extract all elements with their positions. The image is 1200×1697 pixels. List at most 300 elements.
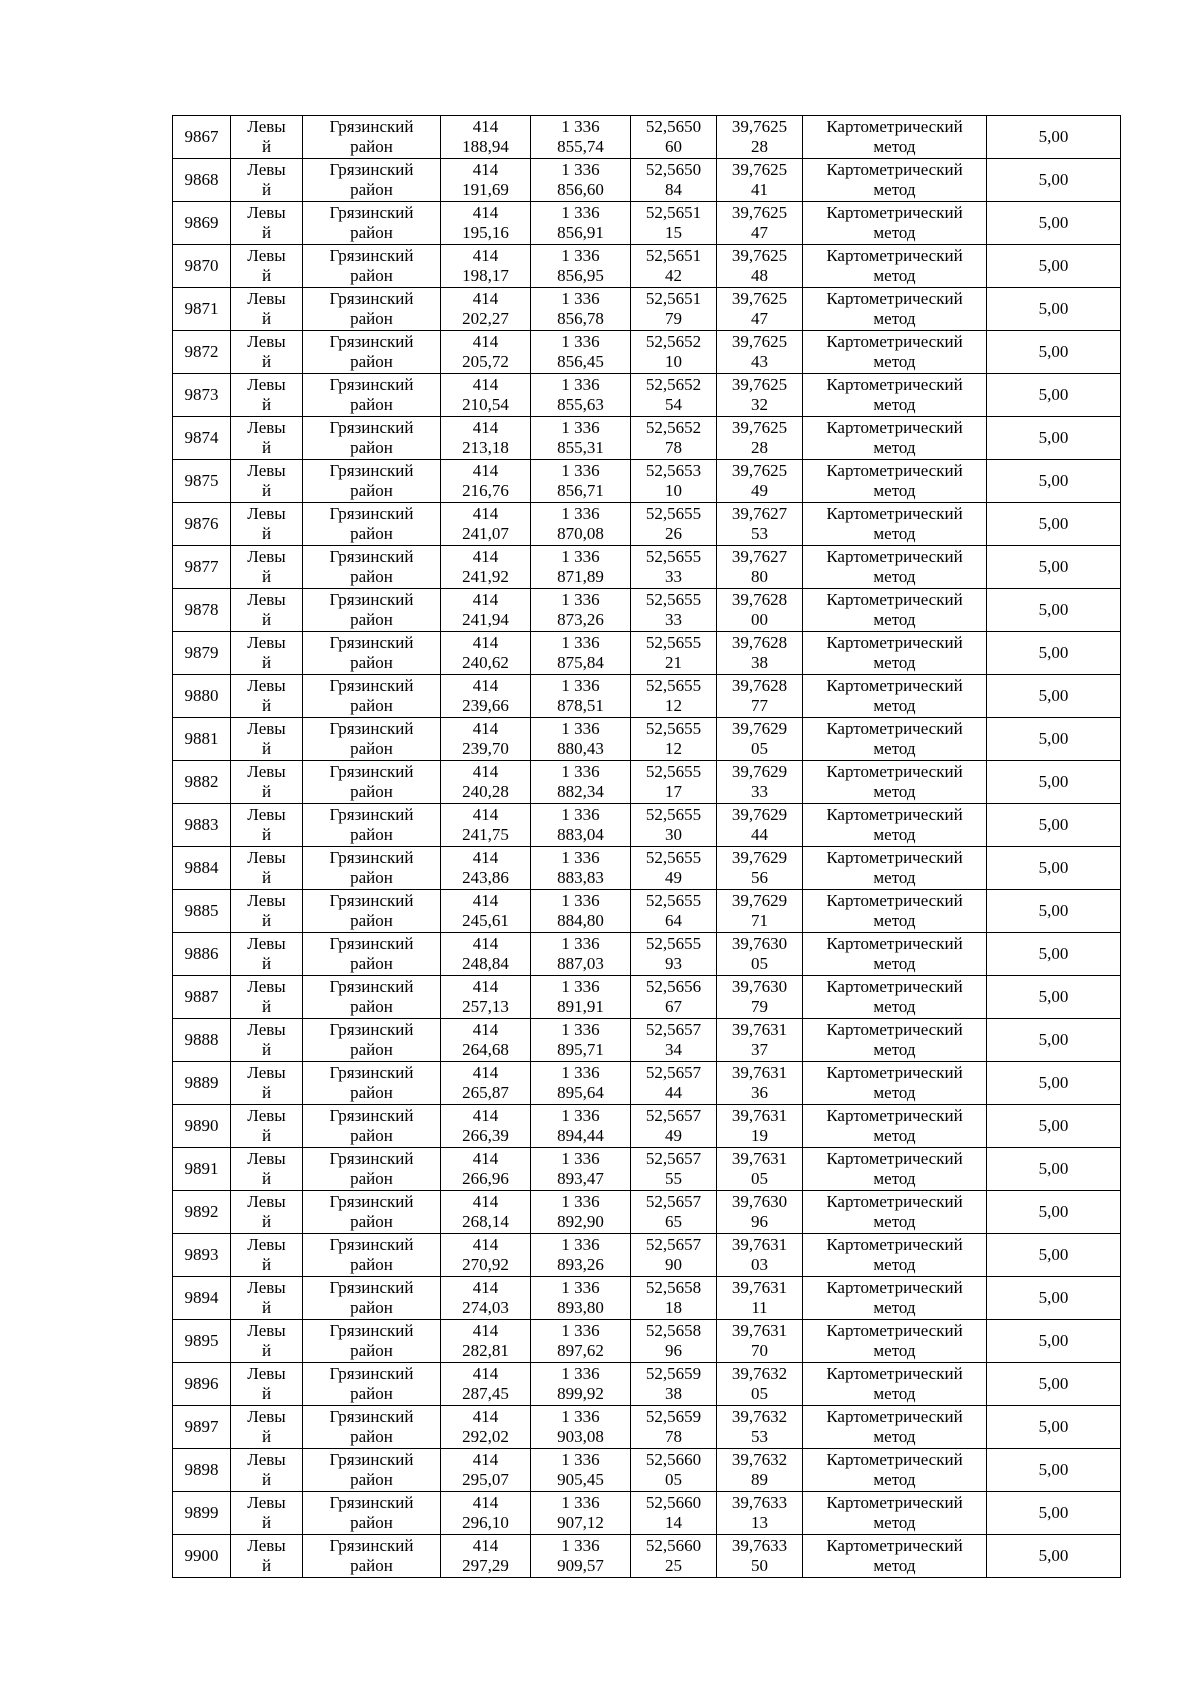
latitude-cell (631, 159, 717, 202)
district-cell-line: район (350, 696, 393, 715)
method-cell-line: метод (873, 1298, 916, 1317)
district-cell (303, 288, 441, 331)
coord-y-cell (531, 1019, 631, 1062)
method-cell-line: метод (873, 1169, 916, 1188)
bank-side-cell-line: й (261, 524, 272, 543)
latitude-cell (631, 1320, 717, 1363)
coord-y-cell-line: 893,80 (557, 1298, 604, 1317)
longitude-cell-line: 39,7630 (731, 977, 788, 996)
longitude-cell (717, 1019, 803, 1062)
district-cell (303, 116, 441, 159)
method-cell (803, 1406, 987, 1449)
coord-y-cell-line: 856,60 (557, 180, 604, 199)
accuracy-cell: 5,00 (987, 1062, 1121, 1105)
table-row (173, 202, 1121, 245)
table-row (173, 1019, 1121, 1062)
coord-y-cell-line: 909,57 (557, 1556, 604, 1575)
coord-y-cell-line: 871,89 (557, 567, 604, 586)
latitude-cell (631, 761, 717, 804)
longitude-cell-line: 44 (751, 825, 768, 844)
method-cell-line: метод (873, 1126, 916, 1145)
coord-y-cell-line: 856,45 (557, 352, 604, 371)
bank-side-cell (231, 159, 303, 202)
accuracy-cell: 5,00 (987, 804, 1121, 847)
bank-side-cell-line: й (261, 1126, 272, 1145)
latitude-cell (631, 1535, 717, 1578)
method-cell (803, 331, 987, 374)
table-row (173, 331, 1121, 374)
latitude-cell (631, 1191, 717, 1234)
bank-side-cell-line: й (261, 223, 272, 242)
latitude-cell-line: 52,5652 (645, 332, 702, 351)
district-cell-line: район (350, 1513, 393, 1532)
district-cell (303, 890, 441, 933)
coord-x-cell-line: 282,81 (462, 1341, 509, 1360)
coord-x-cell (441, 804, 531, 847)
table-row (173, 1363, 1121, 1406)
method-cell-line: метод (873, 1427, 916, 1446)
latitude-cell-line: 52,5655 (645, 504, 702, 523)
district-cell (303, 546, 441, 589)
table-row (173, 1062, 1121, 1105)
method-cell-line: Картометрический (826, 289, 963, 308)
longitude-cell-line: 39,7625 (731, 418, 788, 437)
method-cell-line: метод (873, 438, 916, 457)
method-cell (803, 1449, 987, 1492)
longitude-cell (717, 1535, 803, 1578)
method-cell-line: Картометрический (826, 805, 963, 824)
bank-side-cell (231, 1148, 303, 1191)
coordinates-table (172, 115, 1121, 1578)
coord-x-cell (441, 1277, 531, 1320)
latitude-cell-line: 52,5657 (645, 1149, 702, 1168)
longitude-cell-line: 39,7625 (731, 461, 788, 480)
coord-x-cell-line: 198,17 (462, 266, 509, 285)
latitude-cell-line: 52,5655 (645, 547, 702, 566)
longitude-cell (717, 675, 803, 718)
latitude-cell (631, 1406, 717, 1449)
point-number-cell: 9879 (173, 632, 231, 675)
bank-side-cell-line: Левы (247, 289, 286, 308)
latitude-cell (631, 503, 717, 546)
district-cell-line: район (350, 1384, 393, 1403)
coord-x-cell-line: 257,13 (462, 997, 509, 1016)
latitude-cell (631, 976, 717, 1019)
longitude-cell-line: 39,7625 (731, 160, 788, 179)
latitude-cell-line: 52,5659 (645, 1407, 702, 1426)
longitude-cell-line: 00 (751, 610, 768, 629)
bank-side-cell (231, 374, 303, 417)
method-cell (803, 1492, 987, 1535)
coord-x-cell-line: 240,62 (462, 653, 509, 672)
coord-y-cell-line: 1 336 (561, 805, 600, 824)
longitude-cell-line: 37 (751, 1040, 768, 1059)
bank-side-cell-line: Левы (247, 805, 286, 824)
method-cell-line: метод (873, 1556, 916, 1575)
longitude-cell-line: 39,7629 (731, 805, 788, 824)
coord-x-cell-line: 414 (472, 117, 499, 136)
longitude-cell-line: 39,7631 (731, 1278, 788, 1297)
point-number-cell: 9881 (173, 718, 231, 761)
accuracy-cell: 5,00 (987, 417, 1121, 460)
latitude-cell-line: 52,5653 (645, 461, 702, 480)
bank-side-cell (231, 1062, 303, 1105)
district-cell-line: Грязинский (329, 1192, 414, 1211)
longitude-cell-line: 39,7625 (731, 375, 788, 394)
coord-x-cell (441, 761, 531, 804)
coord-x-cell-line: 414 (472, 504, 499, 523)
method-cell-line: Картометрический (826, 1536, 963, 1555)
longitude-cell-line: 39,7631 (731, 1020, 788, 1039)
district-cell (303, 1191, 441, 1234)
bank-side-cell-line: й (261, 266, 272, 285)
table-row (173, 1277, 1121, 1320)
coord-x-cell-line: 414 (472, 461, 499, 480)
district-cell (303, 159, 441, 202)
coord-y-cell-line: 1 336 (561, 762, 600, 781)
coord-y-cell-line: 856,78 (557, 309, 604, 328)
method-cell-line: метод (873, 1341, 916, 1360)
coord-y-cell (531, 1406, 631, 1449)
coord-y-cell (531, 718, 631, 761)
coord-x-cell-line: 414 (472, 934, 499, 953)
bank-side-cell-line: Левы (247, 1278, 286, 1297)
latitude-cell-line: 52,5651 (645, 289, 702, 308)
longitude-cell-line: 11 (751, 1298, 768, 1317)
district-cell (303, 1492, 441, 1535)
coord-x-cell-line: 241,92 (462, 567, 509, 586)
coord-x-cell (441, 1320, 531, 1363)
coord-x-cell (441, 159, 531, 202)
bank-side-cell-line: й (261, 1470, 272, 1489)
longitude-cell-line: 05 (751, 739, 768, 758)
district-cell-line: Грязинский (329, 332, 414, 351)
district-cell-line: Грязинский (329, 590, 414, 609)
coord-x-cell-line: 295,07 (462, 1470, 509, 1489)
latitude-cell (631, 245, 717, 288)
bank-side-cell-line: Левы (247, 891, 286, 910)
accuracy-cell: 5,00 (987, 288, 1121, 331)
coord-x-cell-line: 265,87 (462, 1083, 509, 1102)
bank-side-cell (231, 202, 303, 245)
latitude-cell-line: 52,5650 (645, 160, 702, 179)
district-cell-line: район (350, 438, 393, 457)
method-cell (803, 890, 987, 933)
latitude-cell (631, 1277, 717, 1320)
table-row (173, 589, 1121, 632)
coord-x-cell-line: 414 (472, 418, 499, 437)
method-cell (803, 245, 987, 288)
longitude-cell (717, 1320, 803, 1363)
bank-side-cell (231, 1019, 303, 1062)
bank-side-cell-line: Левы (247, 719, 286, 738)
point-number-cell: 9892 (173, 1191, 231, 1234)
method-cell-line: Картометрический (826, 547, 963, 566)
method-cell-line: Картометрический (826, 418, 963, 437)
longitude-cell (717, 761, 803, 804)
longitude-cell-line: 36 (751, 1083, 768, 1102)
coord-y-cell-line: 1 336 (561, 977, 600, 996)
method-cell-line: метод (873, 1040, 916, 1059)
coord-x-cell (441, 288, 531, 331)
longitude-cell-line: 39,7625 (731, 203, 788, 222)
district-cell-line: Грязинский (329, 246, 414, 265)
accuracy-cell: 5,00 (987, 1148, 1121, 1191)
district-cell (303, 1234, 441, 1277)
longitude-cell-line: 39,7628 (731, 633, 788, 652)
coord-y-cell (531, 331, 631, 374)
latitude-cell-line: 15 (665, 223, 682, 242)
bank-side-cell-line: й (261, 1298, 272, 1317)
coord-y-cell-line: 1 336 (561, 1063, 600, 1082)
accuracy-cell: 5,00 (987, 976, 1121, 1019)
district-cell-line: Грязинский (329, 547, 414, 566)
coord-y-cell-line: 875,84 (557, 653, 604, 672)
bank-side-cell (231, 503, 303, 546)
latitude-cell-line: 52,5651 (645, 246, 702, 265)
district-cell (303, 718, 441, 761)
table-row (173, 804, 1121, 847)
district-cell (303, 933, 441, 976)
longitude-cell-line: 13 (751, 1513, 768, 1532)
coord-x-cell (441, 1449, 531, 1492)
longitude-cell-line: 33 (751, 782, 768, 801)
latitude-cell-line: 49 (665, 1126, 682, 1145)
longitude-cell-line: 39,7632 (731, 1364, 788, 1383)
coord-x-cell-line: 414 (472, 1149, 499, 1168)
longitude-cell-line: 39,7632 (731, 1450, 788, 1469)
accuracy-cell: 5,00 (987, 675, 1121, 718)
coord-y-cell (531, 675, 631, 718)
coord-y-cell (531, 1105, 631, 1148)
bank-side-cell-line: Левы (247, 633, 286, 652)
longitude-cell-line: 05 (751, 1384, 768, 1403)
coord-x-cell-line: 414 (472, 160, 499, 179)
longitude-cell-line: 28 (751, 137, 768, 156)
coord-y-cell-line: 1 336 (561, 504, 600, 523)
longitude-cell-line: 89 (751, 1470, 768, 1489)
coord-y-cell-line: 1 336 (561, 1192, 600, 1211)
bank-side-cell (231, 1492, 303, 1535)
coord-x-cell (441, 1019, 531, 1062)
coord-y-cell-line: 1 336 (561, 418, 600, 437)
coord-y-cell-line: 1 336 (561, 203, 600, 222)
coord-y-cell (531, 1363, 631, 1406)
method-cell-line: Картометрический (826, 719, 963, 738)
latitude-cell (631, 933, 717, 976)
latitude-cell-line: 64 (665, 911, 682, 930)
bank-side-cell (231, 546, 303, 589)
coord-y-cell (531, 1535, 631, 1578)
coord-y-cell-line: 878,51 (557, 696, 604, 715)
coord-y-cell (531, 1320, 631, 1363)
method-cell (803, 1234, 987, 1277)
district-cell-line: Грязинский (329, 891, 414, 910)
bank-side-cell-line: й (261, 352, 272, 371)
bank-side-cell (231, 1191, 303, 1234)
latitude-cell-line: 52,5660 (645, 1493, 702, 1512)
method-cell (803, 1363, 987, 1406)
accuracy-cell: 5,00 (987, 1535, 1121, 1578)
bank-side-cell-line: й (261, 1212, 272, 1231)
accuracy-cell: 5,00 (987, 116, 1121, 159)
coord-y-cell-line: 856,71 (557, 481, 604, 500)
bank-side-cell (231, 589, 303, 632)
point-number-cell: 9877 (173, 546, 231, 589)
accuracy-cell: 5,00 (987, 933, 1121, 976)
accuracy-cell: 5,00 (987, 1449, 1121, 1492)
longitude-cell-line: 77 (751, 696, 768, 715)
method-cell-line: метод (873, 223, 916, 242)
longitude-cell-line: 39,7630 (731, 1192, 788, 1211)
district-cell (303, 1062, 441, 1105)
coord-x-cell (441, 847, 531, 890)
bank-side-cell-line: Левы (247, 547, 286, 566)
bank-side-cell-line: Левы (247, 1407, 286, 1426)
bank-side-cell-line: й (261, 567, 272, 586)
coord-y-cell (531, 1449, 631, 1492)
accuracy-cell: 5,00 (987, 718, 1121, 761)
latitude-cell-line: 52,5655 (645, 891, 702, 910)
coord-x-cell (441, 503, 531, 546)
coord-y-cell-line: 1 336 (561, 461, 600, 480)
coord-y-cell (531, 460, 631, 503)
table-row (173, 675, 1121, 718)
coord-y-cell-line: 1 336 (561, 1450, 600, 1469)
bank-side-cell-line: Левы (247, 1063, 286, 1082)
bank-side-cell-line: Левы (247, 590, 286, 609)
district-cell (303, 589, 441, 632)
coord-y-cell (531, 417, 631, 460)
method-cell (803, 761, 987, 804)
coord-x-cell (441, 1062, 531, 1105)
coord-x-cell-line: 414 (472, 1278, 499, 1297)
longitude-cell-line: 43 (751, 352, 768, 371)
latitude-cell (631, 1363, 717, 1406)
coord-y-cell-line: 882,34 (557, 782, 604, 801)
coord-x-cell-line: 287,45 (462, 1384, 509, 1403)
district-cell-line: Грязинский (329, 289, 414, 308)
coord-y-cell-line: 855,74 (557, 137, 604, 156)
bank-side-cell-line: й (261, 739, 272, 758)
method-cell-line: Картометрический (826, 203, 963, 222)
accuracy-cell: 5,00 (987, 1234, 1121, 1277)
method-cell-line: метод (873, 696, 916, 715)
bank-side-cell-line: Левы (247, 848, 286, 867)
latitude-cell-line: 52,5652 (645, 375, 702, 394)
accuracy-cell: 5,00 (987, 761, 1121, 804)
district-cell-line: район (350, 782, 393, 801)
latitude-cell-line: 52,5655 (645, 934, 702, 953)
bank-side-cell (231, 1234, 303, 1277)
longitude-cell (717, 1062, 803, 1105)
method-cell-line: Картометрический (826, 375, 963, 394)
district-cell-line: район (350, 868, 393, 887)
point-number-cell: 9899 (173, 1492, 231, 1535)
method-cell-line: метод (873, 1255, 916, 1274)
coord-y-cell-line: 1 336 (561, 246, 600, 265)
district-cell-line: район (350, 1083, 393, 1102)
method-cell-line: метод (873, 395, 916, 414)
bank-side-cell-line: й (261, 481, 272, 500)
latitude-cell-line: 52,5660 (645, 1536, 702, 1555)
accuracy-cell: 5,00 (987, 1105, 1121, 1148)
latitude-cell-line: 14 (665, 1513, 682, 1532)
method-cell-line: метод (873, 739, 916, 758)
coord-x-cell-line: 191,69 (462, 180, 509, 199)
bank-side-cell (231, 245, 303, 288)
latitude-cell-line: 52,5655 (645, 719, 702, 738)
bank-side-cell-line: й (261, 825, 272, 844)
latitude-cell (631, 718, 717, 761)
method-cell-line: Картометрический (826, 762, 963, 781)
bank-side-cell-line: Левы (247, 1020, 286, 1039)
point-number-cell: 9867 (173, 116, 231, 159)
bank-side-cell-line: Левы (247, 418, 286, 437)
longitude-cell-line: 39,7627 (731, 504, 788, 523)
coord-y-cell-line: 1 336 (561, 1278, 600, 1297)
bank-side-cell (231, 417, 303, 460)
district-cell-line: район (350, 1556, 393, 1575)
district-cell-line: район (350, 481, 393, 500)
coord-x-cell-line: 241,07 (462, 524, 509, 543)
bank-side-cell-line: Левы (247, 375, 286, 394)
method-cell-line: Картометрический (826, 332, 963, 351)
coord-x-cell (441, 1234, 531, 1277)
longitude-cell (717, 718, 803, 761)
district-cell-line: район (350, 524, 393, 543)
coord-y-cell-line: 883,83 (557, 868, 604, 887)
longitude-cell-line: 96 (751, 1212, 768, 1231)
district-cell-line: Грязинский (329, 1063, 414, 1082)
method-cell (803, 1320, 987, 1363)
coord-y-cell-line: 895,71 (557, 1040, 604, 1059)
coord-y-cell (531, 288, 631, 331)
bank-side-cell-line: й (261, 1169, 272, 1188)
table-row (173, 847, 1121, 890)
coord-y-cell-line: 1 336 (561, 1493, 600, 1512)
district-cell (303, 245, 441, 288)
table-row (173, 503, 1121, 546)
latitude-cell-line: 52,5657 (645, 1192, 702, 1211)
bank-side-cell (231, 890, 303, 933)
coord-y-cell-line: 897,62 (557, 1341, 604, 1360)
method-cell (803, 1148, 987, 1191)
bank-side-cell-line: Левы (247, 203, 286, 222)
coord-x-cell-line: 414 (472, 332, 499, 351)
bank-side-cell-line: Левы (247, 1450, 286, 1469)
point-number-cell: 9897 (173, 1406, 231, 1449)
method-cell (803, 847, 987, 890)
table-row (173, 1234, 1121, 1277)
point-number-cell: 9869 (173, 202, 231, 245)
longitude-cell (717, 331, 803, 374)
latitude-cell-line: 17 (665, 782, 682, 801)
district-cell (303, 761, 441, 804)
district-cell (303, 1363, 441, 1406)
method-cell-line: метод (873, 997, 916, 1016)
table-row (173, 718, 1121, 761)
table-row (173, 288, 1121, 331)
coord-y-cell-line: 1 336 (561, 934, 600, 953)
accuracy-cell: 5,00 (987, 1277, 1121, 1320)
bank-side-cell-line: Левы (247, 1235, 286, 1254)
latitude-cell-line: 52,5655 (645, 848, 702, 867)
latitude-cell-line: 05 (665, 1470, 682, 1489)
coord-x-cell-line: 210,54 (462, 395, 509, 414)
district-cell (303, 1148, 441, 1191)
coord-y-cell-line: 1 336 (561, 1364, 600, 1383)
